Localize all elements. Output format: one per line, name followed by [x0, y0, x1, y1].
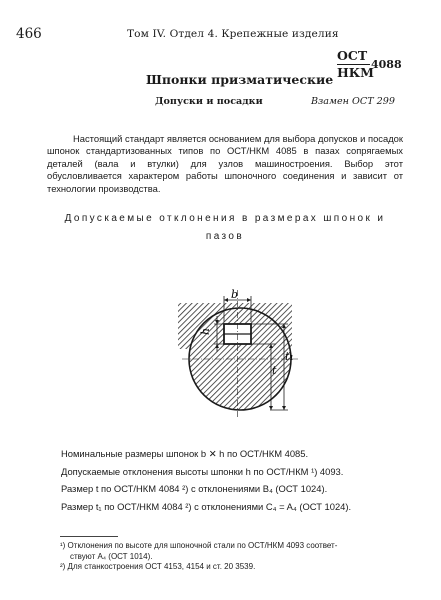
spec-line-t1: Размер t₁ по ОСТ/НКМ 4084 ²) с отклонениями C₄ = A₄ (ОСТ 1024). — [61, 500, 352, 512]
footnotes — [60, 541, 415, 573]
page-number: 466 — [16, 26, 42, 42]
standard-number: 4088 — [371, 58, 402, 71]
spec-line-t: Размер t по ОСТ/НКМ 4084 ²) с отклонениями B₄ (ОСТ 1024). — [61, 483, 328, 495]
running-header: Том IV. Отдел 4. Крепежные изделия — [127, 28, 339, 40]
t1-label: t₁ — [285, 350, 294, 363]
footnote-2: ²) Для станкостроения ОСТ 4153, 4154 и ст. 20 3539. — [60, 562, 256, 572]
intro-paragraph — [47, 133, 403, 195]
spec-line-height-tolerance: Допускаемые отклонения высоты шпонки h по ОСТ/НКМ ¹) 4093. — [61, 465, 344, 477]
spec-line-nominal: Номинальные размеры шпонок b ✕ h по ОСТ/НКМ 4085. — [61, 448, 309, 459]
h-label: h — [199, 327, 212, 335]
footnote-rule — [60, 536, 118, 537]
standard-prefix: ОСТ — [337, 49, 370, 65]
document-subtitle: Допуски и посадки — [155, 96, 263, 107]
standard-body: НКМ — [337, 65, 375, 80]
keyway-diagram-svg — [150, 288, 300, 423]
b-label: b — [231, 288, 239, 301]
t-label: t — [272, 364, 277, 377]
standard-designation — [337, 48, 402, 80]
spec-lines — [61, 445, 351, 515]
replaces-note: Взамен ОСТ 299 — [311, 96, 395, 107]
document-title: Шпонки призматические — [146, 72, 334, 87]
footnote-1-line-2: ствуют A₄ (ОСТ 1014). — [70, 551, 153, 561]
keyway-diagram — [150, 288, 300, 427]
section-heading: Допускаемые отклонения в размерах шпонок и пазов — [64, 213, 386, 242]
footnote-1-line-1: ¹) Отклонения по высоте для шпоночной стали по ОСТ/НКМ 4093 соответ- — [60, 541, 338, 550]
intro-text: Настоящий стандарт является основанием для выбора допусков и посадок шпонок стандартизованных типов по ОСТ/НКМ 4085 в пазах сопрягаемых деталей (вала и втулки) для узлов машиностроения. Выбор этот обусловливается характером работы шпоночного соединения и зависит от технологии производства. — [47, 133, 403, 194]
